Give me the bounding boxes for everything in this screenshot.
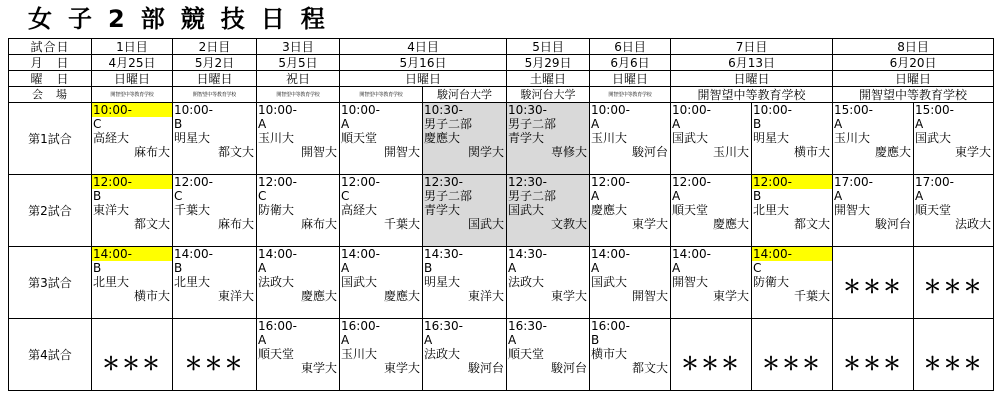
- match-cell: [423, 319, 507, 391]
- match-court: B: [93, 261, 102, 275]
- day-weekday: 日曜日: [671, 71, 833, 87]
- empty-slot: [671, 319, 752, 391]
- schedule-table: [8, 38, 994, 391]
- game-row: [9, 247, 994, 319]
- day-round: 6日目: [590, 39, 671, 55]
- match-court: C: [341, 189, 350, 203]
- empty-slot: [914, 247, 994, 319]
- match-cell: [423, 247, 507, 319]
- match-team-away: 都文大: [217, 145, 254, 159]
- match-cell: [590, 247, 671, 319]
- match-cell: [671, 175, 752, 247]
- match-cell: [423, 103, 507, 175]
- match-court: A: [672, 189, 681, 203]
- match-time: 14:00-: [672, 247, 711, 261]
- match-court: B: [174, 117, 183, 131]
- match-time: 14:30-: [424, 247, 463, 261]
- match-team-away: 慶應大: [713, 217, 750, 231]
- match-cell: [173, 103, 257, 175]
- match-cell: [257, 103, 340, 175]
- match-court: A: [258, 261, 267, 275]
- match-time: 10:00-: [92, 103, 172, 117]
- day-round: 2日目: [173, 39, 257, 55]
- no-game-mark: ＊＊＊: [681, 353, 742, 375]
- match-court: A: [508, 261, 517, 275]
- match-team-away: 駿河台: [468, 361, 505, 375]
- match-team-away: 東洋大: [468, 289, 505, 303]
- match-cell: [173, 175, 257, 247]
- match-team-away: 駿河台: [632, 145, 669, 159]
- match-court: A: [341, 333, 350, 347]
- match-team-home: 玉川大: [834, 131, 871, 145]
- row-label: 曜 日: [9, 71, 92, 87]
- match-team-home: 開智大: [672, 275, 709, 289]
- match-team-away: 開智大: [632, 289, 669, 303]
- day-date: 4月25日: [92, 55, 173, 71]
- match-time: 10:00-: [258, 103, 297, 117]
- no-game-mark: ＊＊＊: [102, 353, 162, 375]
- day-weekday: 日曜日: [92, 71, 173, 87]
- match-court: 男子二部: [424, 117, 473, 131]
- empty-slot: [173, 319, 257, 391]
- match-court: A: [672, 117, 681, 131]
- match-time: 12:00-: [92, 175, 172, 189]
- day-weekday: 土曜日: [507, 71, 590, 87]
- match-team-away: 東学大: [955, 145, 992, 159]
- no-game-mark: ＊＊＊: [184, 353, 245, 375]
- match-cell: [340, 175, 423, 247]
- day-venue: 開智望中等教育学校: [833, 87, 994, 103]
- match-court: A: [591, 261, 600, 275]
- day-weekday: 日曜日: [833, 71, 994, 87]
- day-round: 4日目: [340, 39, 507, 55]
- day-venue: 開智望中等教育学校: [590, 87, 671, 103]
- match-team-away: 東学大: [551, 289, 588, 303]
- match-team-home: 国武大: [508, 203, 545, 217]
- match-time: 16:30-: [508, 319, 547, 333]
- match-cell: [590, 319, 671, 391]
- match-court: A: [672, 261, 681, 275]
- match-time: 16:00-: [258, 319, 297, 333]
- match-cell: [507, 103, 590, 175]
- match-cell: [340, 319, 423, 391]
- match-team-home: 順天堂: [258, 347, 295, 361]
- day-round: 3日目: [257, 39, 340, 55]
- match-cell: [92, 103, 173, 175]
- match-team-away: 開智大: [383, 145, 420, 159]
- match-team-away: 慶應大: [300, 289, 337, 303]
- match-team-away: 玉川大: [713, 145, 750, 159]
- match-team-away: 文教大: [551, 217, 588, 231]
- match-cell: [423, 175, 507, 247]
- round-label: 第2試合: [9, 175, 92, 247]
- match-court: A: [915, 117, 924, 131]
- match-court: B: [753, 117, 762, 131]
- page-title: 女子2部競技日程: [28, 5, 341, 33]
- match-time: 14:00-: [341, 247, 380, 261]
- match-time: 10:00-: [341, 103, 380, 117]
- match-team-home: 国武大: [591, 275, 628, 289]
- match-team-away: 慶應大: [383, 289, 420, 303]
- match-time: 12:00-: [591, 175, 630, 189]
- match-team-away: 東学大: [632, 217, 669, 231]
- match-team-home: 青学大: [424, 203, 461, 217]
- match-time: 14:00-: [591, 247, 630, 261]
- match-court: A: [258, 117, 267, 131]
- match-team-away: 麻布大: [300, 217, 337, 231]
- match-court: 男子二部: [508, 117, 557, 131]
- match-team-home: 高経大: [93, 131, 130, 145]
- match-cell: [914, 103, 994, 175]
- match-cell: [833, 175, 914, 247]
- day-venue: 駿河台大学: [507, 87, 590, 103]
- match-cell: [507, 175, 590, 247]
- match-court: C: [93, 117, 102, 131]
- round-label: 第1試合: [9, 103, 92, 175]
- match-time: 16:00-: [591, 319, 630, 333]
- day-venue: 開智望中等教育学校: [257, 87, 340, 103]
- match-court: A: [591, 117, 600, 131]
- no-game-mark: ＊＊＊: [762, 353, 823, 375]
- match-cell: [914, 175, 994, 247]
- match-court: A: [915, 189, 924, 203]
- match-time: 10:30-: [424, 103, 463, 117]
- round-number-row: [9, 39, 994, 55]
- match-cell: [257, 247, 340, 319]
- match-team-away: 東学大: [383, 361, 420, 375]
- match-team-away: 横市大: [133, 289, 170, 303]
- match-team-away: 麻布大: [217, 217, 254, 231]
- match-court: C: [753, 261, 762, 275]
- empty-slot: [833, 319, 914, 391]
- day-date: 6月20日: [833, 55, 994, 71]
- match-court: A: [834, 117, 843, 131]
- row-label: 会 場: [9, 87, 92, 103]
- match-team-home: 北里大: [174, 275, 211, 289]
- day-weekday: 日曜日: [340, 71, 507, 87]
- day-round: 7日目: [671, 39, 833, 55]
- match-time: 10:00-: [672, 103, 711, 117]
- game-row: [9, 319, 994, 391]
- match-team-home: 明星大: [424, 275, 461, 289]
- match-court: B: [93, 189, 102, 203]
- day-round: 1日目: [92, 39, 173, 55]
- game-row: [9, 175, 994, 247]
- venue-row: [9, 87, 994, 103]
- match-team-away: 千葉大: [383, 217, 420, 231]
- match-team-away: 法政大: [955, 217, 992, 231]
- no-game-mark: ＊＊＊: [843, 353, 904, 375]
- match-team-away: 麻布大: [133, 145, 170, 159]
- match-time: 16:30-: [424, 319, 463, 333]
- day-date: 5月2日: [173, 55, 257, 71]
- match-team-away: 国武大: [468, 217, 505, 231]
- match-cell: [507, 247, 590, 319]
- match-time: 14:00-: [92, 247, 172, 261]
- day-venue: 開智望中等教育学校: [173, 87, 257, 103]
- day-round: 5日目: [507, 39, 590, 55]
- match-cell: [257, 319, 340, 391]
- match-team-home: 順天堂: [915, 203, 952, 217]
- match-cell: [671, 247, 752, 319]
- match-cell: [833, 103, 914, 175]
- match-team-home: 順天堂: [672, 203, 709, 217]
- match-team-away: 都文大: [632, 361, 669, 375]
- game-row: [9, 103, 994, 175]
- match-court: B: [753, 189, 762, 203]
- match-team-home: 北里大: [93, 275, 130, 289]
- match-team-away: 都文大: [794, 217, 831, 231]
- day-date: 5月5日: [257, 55, 340, 71]
- match-team-home: 横市大: [591, 347, 628, 361]
- match-time: 17:00-: [915, 175, 954, 189]
- match-time: 10:00-: [174, 103, 213, 117]
- match-team-away: 東洋大: [217, 289, 254, 303]
- match-team-home: 青学大: [508, 131, 545, 145]
- match-cell: [752, 247, 833, 319]
- day-date: 5月16日: [340, 55, 507, 71]
- match-team-away: 開智大: [300, 145, 337, 159]
- match-time: 12:00-: [752, 175, 832, 189]
- match-time: 12:00-: [174, 175, 213, 189]
- match-cell: [173, 247, 257, 319]
- match-cell: [340, 103, 423, 175]
- match-team-away: 横市大: [794, 145, 831, 159]
- match-team-away: 東学大: [300, 361, 337, 375]
- round-label: 第3試合: [9, 247, 92, 319]
- match-court: C: [258, 189, 267, 203]
- no-game-mark: ＊＊＊: [843, 276, 904, 298]
- day-venue: 開智望中等教育学校: [671, 87, 833, 103]
- match-cell: [92, 247, 173, 319]
- match-court: 男子二部: [424, 189, 473, 203]
- row-label: 月 日: [9, 55, 92, 71]
- row-label: 試合日: [9, 39, 92, 55]
- match-time: 14:00-: [752, 247, 832, 261]
- match-cell: [590, 175, 671, 247]
- match-team-home: 法政大: [508, 275, 545, 289]
- match-team-home: 開智大: [834, 203, 871, 217]
- day-round: 8日目: [833, 39, 994, 55]
- match-team-away: 専修大: [551, 145, 588, 159]
- match-team-home: 玉川大: [341, 347, 378, 361]
- match-court: A: [591, 189, 600, 203]
- day-weekday: 祝日: [257, 71, 340, 87]
- match-cell: [340, 247, 423, 319]
- match-team-home: 法政大: [424, 347, 461, 361]
- match-time: 15:00-: [915, 103, 954, 117]
- match-team-home: 国武大: [672, 131, 709, 145]
- match-team-home: 国武大: [915, 131, 952, 145]
- day-weekday: 日曜日: [173, 71, 257, 87]
- match-team-away: 都文大: [133, 217, 170, 231]
- no-game-mark: ＊＊＊: [923, 353, 984, 375]
- day-venue: 駿河台大学: [423, 87, 507, 103]
- match-team-home: 法政大: [258, 275, 295, 289]
- match-team-away: 駿河台: [551, 361, 588, 375]
- match-team-away: 駿河台: [875, 217, 912, 231]
- empty-slot: [752, 319, 833, 391]
- match-team-home: 防衛大: [753, 275, 790, 289]
- round-label: 第4試合: [9, 319, 92, 391]
- match-team-home: 明星大: [174, 131, 211, 145]
- match-cell: [752, 175, 833, 247]
- match-cell: [92, 175, 173, 247]
- match-court: B: [424, 261, 433, 275]
- match-team-home: 明星大: [753, 131, 790, 145]
- match-team-home: 慶應大: [591, 203, 628, 217]
- match-cell: [257, 175, 340, 247]
- match-team-home: 慶應大: [424, 131, 461, 145]
- weekday-row: [9, 71, 994, 87]
- match-court: 男子二部: [508, 189, 557, 203]
- match-team-away: 東学大: [713, 289, 750, 303]
- empty-slot: [92, 319, 173, 391]
- match-team-away: 千葉大: [794, 289, 831, 303]
- match-cell: [671, 103, 752, 175]
- match-time: 10:00-: [753, 103, 792, 117]
- day-venue: 開智望中等教育学校: [92, 87, 173, 103]
- match-court: A: [341, 261, 350, 275]
- match-team-home: 玉川大: [591, 131, 628, 145]
- match-cell: [590, 103, 671, 175]
- match-court: A: [424, 333, 433, 347]
- match-time: 12:00-: [258, 175, 297, 189]
- match-team-home: 千葉大: [174, 203, 211, 217]
- match-time: 14:00-: [174, 247, 213, 261]
- match-court: C: [174, 189, 183, 203]
- match-team-home: 順天堂: [508, 347, 545, 361]
- match-court: A: [341, 117, 350, 131]
- match-team-home: 北里大: [753, 203, 790, 217]
- day-date: 6月13日: [671, 55, 833, 71]
- match-team-home: 東洋大: [93, 203, 130, 217]
- match-court: A: [834, 189, 843, 203]
- no-game-mark: ＊＊＊: [923, 276, 984, 298]
- match-time: 12:30-: [424, 175, 463, 189]
- match-court: A: [508, 333, 517, 347]
- match-court: A: [258, 333, 267, 347]
- empty-slot: [833, 247, 914, 319]
- match-time: 14:00-: [258, 247, 297, 261]
- day-venue: 開智望中等教育学校: [340, 87, 423, 103]
- match-team-home: 防衛大: [258, 203, 295, 217]
- day-date: 5月29日: [507, 55, 590, 71]
- match-time: 17:00-: [834, 175, 873, 189]
- match-time: 12:00-: [672, 175, 711, 189]
- match-time: 10:30-: [508, 103, 547, 117]
- match-team-home: 玉川大: [258, 131, 295, 145]
- empty-slot: [914, 319, 994, 391]
- date-row: [9, 55, 994, 71]
- day-weekday: 日曜日: [590, 71, 671, 87]
- match-time: 10:00-: [591, 103, 630, 117]
- match-time: 12:30-: [508, 175, 547, 189]
- match-team-home: 高経大: [341, 203, 378, 217]
- match-time: 12:00-: [341, 175, 380, 189]
- match-time: 16:00-: [341, 319, 380, 333]
- match-court: B: [174, 261, 183, 275]
- match-time: 15:00-: [834, 103, 873, 117]
- match-time: 14:30-: [508, 247, 547, 261]
- match-team-away: 関学大: [468, 145, 505, 159]
- match-cell: [752, 103, 833, 175]
- match-team-away: 慶應大: [875, 145, 912, 159]
- day-date: 6月6日: [590, 55, 671, 71]
- match-team-home: 順天堂: [341, 131, 378, 145]
- match-team-home: 国武大: [341, 275, 378, 289]
- match-cell: [507, 319, 590, 391]
- match-court: B: [591, 333, 600, 347]
